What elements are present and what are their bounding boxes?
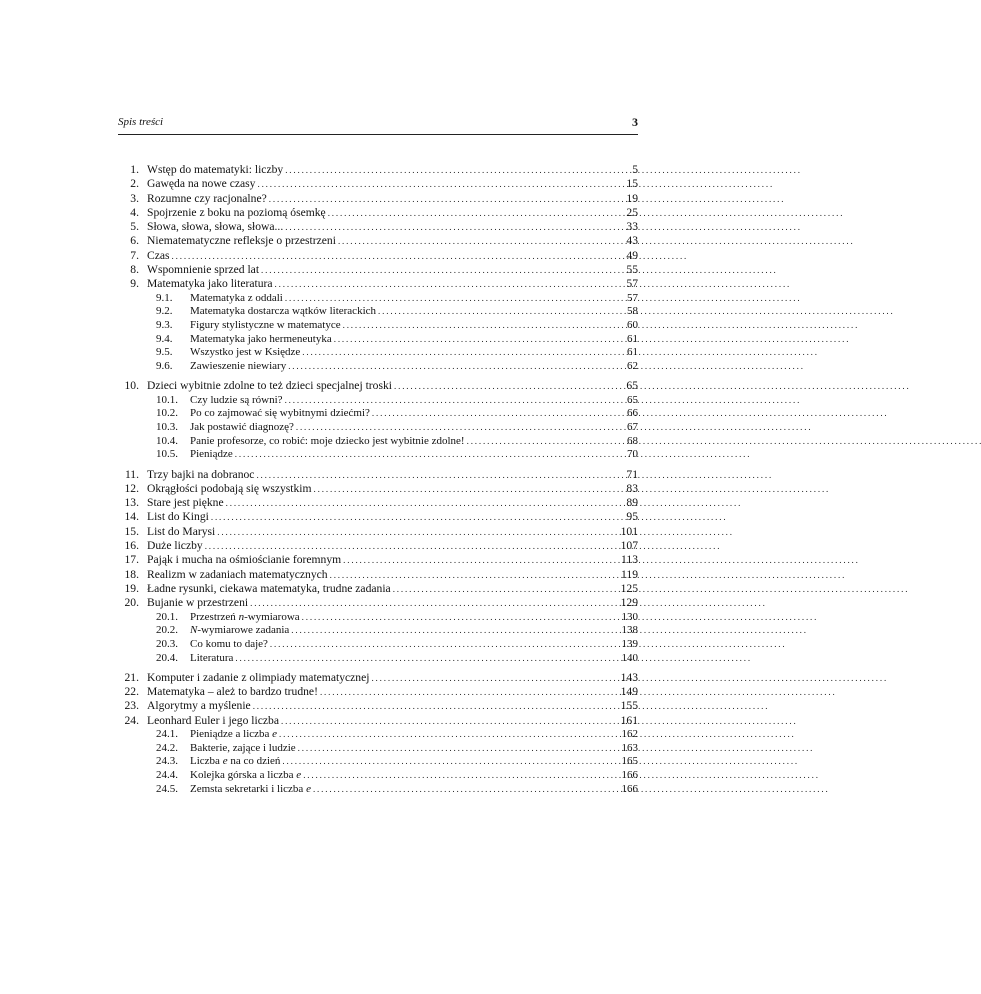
entry-number: 9.2. — [156, 305, 173, 318]
entry-page-number: 139 — [621, 637, 638, 650]
dot-leader — [275, 277, 614, 291]
toc-section-entry[interactable] — [118, 407, 638, 421]
entry-page-number: 101 — [620, 524, 638, 538]
entry-page-number: 113 — [621, 553, 638, 567]
dot-leader — [393, 582, 614, 596]
entry-page-number: 61 — [627, 332, 638, 345]
entry-number: 10.4. — [156, 434, 178, 447]
entry-page-number: 89 — [626, 496, 638, 510]
dot-leader — [343, 319, 614, 333]
entry-title: Zawieszenie niewiary — [190, 360, 287, 373]
dot-leader — [285, 394, 614, 408]
toc-chapter-entry[interactable] — [118, 714, 638, 728]
entry-title-math-symbol: e — [306, 782, 311, 795]
dot-leader — [313, 783, 614, 797]
entry-number: 18. — [124, 567, 139, 581]
dot-leader — [269, 192, 614, 206]
running-header — [118, 112, 638, 135]
document-page — [118, 112, 638, 796]
toc-chapter-entry[interactable] — [118, 671, 638, 685]
dot-leader — [298, 742, 614, 756]
entry-number: 24.3. — [156, 755, 178, 768]
dot-leader — [279, 728, 614, 742]
entry-title: Gawęda na nowe czasy — [147, 177, 256, 191]
toc-chapter-entry[interactable] — [118, 699, 638, 713]
entry-number: 12. — [124, 481, 139, 495]
entry-title: Wstęp do matematyki: liczby — [147, 163, 284, 176]
dot-leader — [303, 769, 614, 783]
toc-chapter-entry[interactable] — [118, 206, 638, 220]
toc-chapter-entry[interactable] — [118, 496, 638, 510]
dot-leader — [281, 714, 614, 728]
entry-title — [190, 624, 291, 638]
toc-chapter-entry[interactable] — [118, 582, 638, 596]
entry-page-number: 5 — [632, 163, 638, 176]
entry-page-number: 71 — [626, 467, 638, 481]
dot-leader — [291, 624, 614, 638]
entry-title: Po co zajmować się wybitnymi dziećmi? — [190, 407, 370, 420]
dot-leader — [253, 699, 614, 713]
entry-page-number: 61 — [627, 346, 638, 359]
entry-page-number: 165 — [621, 755, 638, 768]
entry-title: Matematyka jako literatura — [147, 277, 273, 291]
entry-title: Czy ludzie są równi? — [190, 393, 283, 406]
entry-page-number: 161 — [620, 713, 638, 727]
entry-title: Ładne rysunki, ciekawa matematyka, trudne zadania — [147, 581, 391, 595]
toc-chapter-entry[interactable] — [118, 192, 638, 206]
entry-page-number: 55 — [626, 263, 638, 277]
entry-title: Trzy bajki na dobranoc — [147, 467, 255, 481]
entry-title: Leonhard Euler i jego liczba — [147, 713, 279, 727]
toc-chapter-entry[interactable] — [118, 596, 638, 610]
entry-page-number: 95 — [626, 510, 638, 524]
entry-number: 21. — [124, 670, 139, 684]
toc-chapter-entry[interactable] — [118, 163, 638, 177]
dot-leader — [256, 468, 614, 482]
entry-title: List do Marysi — [147, 524, 216, 538]
entry-number: 5. — [130, 220, 139, 234]
dot-leader — [302, 346, 614, 360]
entry-number: 9.3. — [156, 319, 173, 332]
dot-leader — [285, 292, 614, 306]
toc-chapter-entry[interactable] — [118, 263, 638, 277]
toc-chapter-entry[interactable] — [118, 249, 638, 263]
toc-section-entry[interactable] — [118, 319, 638, 333]
entry-title-part: na co dzień — [227, 755, 281, 768]
entry-title: Pająk i mucha na ośmiościanie foremnym — [147, 553, 342, 567]
entry-page-number: 65 — [626, 379, 638, 393]
dot-leader — [328, 206, 614, 220]
dot-leader — [320, 685, 614, 699]
header-title: Spis treści — [118, 116, 164, 128]
entry-page-number: 67 — [627, 420, 638, 433]
dot-leader — [378, 305, 614, 319]
entry-title: Jak postawić diagnozę? — [190, 420, 294, 433]
entry-number: 10.1. — [156, 393, 178, 406]
entry-title: Czas — [147, 248, 170, 262]
entry-page-number: 49 — [626, 248, 638, 262]
entry-page-number: 19 — [626, 191, 638, 205]
entry-number: 6. — [130, 234, 139, 248]
entry-number: 11. — [124, 467, 139, 481]
entry-number: 9.1. — [156, 291, 173, 304]
entry-page-number: 119 — [621, 567, 638, 581]
entry-number: 8. — [130, 263, 139, 277]
toc-chapter-entry[interactable] — [118, 525, 638, 539]
entry-title: Matematyka dostarcza wątków literackich — [190, 305, 377, 318]
toc-chapter-entry[interactable] — [118, 277, 638, 291]
entry-number: 20.1. — [156, 610, 178, 623]
entry-title: Panie profesorze, co robić: moje dziecko jest wybitnie zdolne! — [190, 434, 465, 447]
header-page-number: 3 — [632, 115, 638, 129]
entry-title-math-symbol: e — [272, 727, 278, 740]
entry-title-part: Pieniądze a liczba — [190, 727, 273, 740]
toc-section-entry[interactable] — [118, 435, 638, 449]
dot-leader — [250, 596, 614, 610]
entry-title: Niematematyczne refleksje o przestrzeni — [147, 234, 336, 248]
entry-title: Komputer i zadanie z olimpiady matematycznej — [147, 670, 370, 684]
entry-page-number: 58 — [627, 305, 638, 318]
toc-section-entry[interactable] — [118, 360, 638, 374]
entry-page-number: 68 — [627, 434, 638, 447]
entry-number: 9.5. — [156, 346, 173, 359]
toc-chapter-entry[interactable] — [118, 553, 638, 567]
entry-number: 17. — [124, 553, 139, 567]
entry-number: 10. — [124, 379, 139, 393]
toc-chapter-entry[interactable] — [118, 568, 638, 582]
toc-section-entry[interactable] — [118, 448, 638, 462]
entry-number: 19. — [124, 581, 139, 595]
dot-leader — [343, 553, 614, 567]
entry-page-number: 15 — [626, 177, 638, 191]
entry-title-part: -wymiarowe zadania — [197, 624, 290, 637]
toc-chapter-entry[interactable] — [118, 379, 638, 393]
entry-page-number: 149 — [620, 685, 638, 699]
entry-page-number: 125 — [620, 581, 638, 595]
dot-leader — [338, 234, 614, 248]
entry-page-number: 143 — [620, 670, 638, 684]
entry-title: Wszystko jest w Księdze — [190, 346, 301, 359]
entry-page-number: 166 — [621, 782, 638, 795]
entry-number: 24.2. — [156, 741, 178, 754]
toc-section-entry[interactable] — [118, 638, 638, 652]
entry-number: 15. — [124, 524, 139, 538]
entry-title: Literatura — [190, 651, 234, 664]
entry-title-part: -wymiarowa — [244, 610, 300, 623]
toc-section-entry[interactable] — [118, 292, 638, 306]
entry-title-math-symbol: N — [190, 624, 198, 637]
entry-title — [190, 755, 282, 769]
entry-title — [190, 783, 313, 797]
entry-title: Co komu to daje? — [190, 637, 268, 650]
entry-page-number: 25 — [626, 205, 638, 219]
entry-number: 4. — [130, 205, 139, 219]
entry-number: 23. — [124, 699, 139, 713]
dot-leader — [302, 611, 614, 625]
toc-section-entry[interactable] — [118, 333, 638, 347]
dot-leader — [314, 482, 614, 496]
dot-leader — [285, 163, 614, 177]
toc-chapter-entry[interactable] — [118, 510, 638, 524]
entry-title-part: Przestrzeń — [190, 610, 239, 623]
entry-title: Słowa, słowa, słowa, słowa... — [147, 220, 284, 234]
toc-section-entry[interactable] — [118, 394, 638, 408]
toc-chapter-entry[interactable] — [118, 234, 638, 248]
toc-section-entry[interactable] — [118, 346, 638, 360]
entry-number: 1. — [130, 163, 139, 176]
entry-number: 24.4. — [156, 769, 178, 781]
entry-number: 20. — [124, 596, 139, 610]
entry-number: 22. — [124, 685, 139, 699]
entry-title-math-symbol: n — [238, 610, 245, 623]
entry-page-number: 138 — [621, 624, 638, 637]
dot-leader — [205, 539, 614, 553]
entry-number: 13. — [124, 496, 139, 510]
entry-title — [190, 611, 302, 625]
entry-title: Rozumne czy racjonalne? — [147, 191, 267, 205]
entry-title: List do Kingi — [147, 510, 209, 524]
dot-leader — [172, 249, 614, 263]
entry-number: 9.4. — [156, 332, 173, 345]
entry-page-number: 70 — [627, 448, 638, 461]
dot-leader — [226, 496, 614, 510]
entry-title — [190, 728, 279, 742]
entry-page-number: 163 — [621, 741, 638, 754]
entry-page-number: 107 — [620, 539, 638, 553]
entry-title-part: Zemsta sekretarki i liczba — [190, 782, 307, 795]
dot-leader — [282, 755, 614, 769]
entry-title: Pieniądze — [190, 448, 233, 461]
entry-number: 24.1. — [156, 727, 178, 740]
toc-section-entry[interactable] — [118, 421, 638, 435]
entry-title: Wspomnienie sprzed lat — [147, 263, 260, 277]
entry-page-number: 62 — [627, 360, 638, 373]
entry-page-number: 57 — [626, 277, 638, 291]
dot-leader — [261, 263, 614, 277]
entry-number: 24. — [124, 713, 139, 727]
dot-leader — [296, 421, 614, 435]
toc-section-entry[interactable] — [118, 728, 638, 742]
entry-page-number: 129 — [620, 596, 638, 610]
dot-leader — [330, 568, 614, 582]
entry-page-number: 43 — [626, 234, 638, 248]
entry-number: 20.3. — [156, 637, 178, 650]
entry-title: Realizm w zadaniach matematycznych — [147, 567, 328, 581]
entry-number: 10.3. — [156, 420, 178, 433]
entry-number: 10.5. — [156, 448, 178, 461]
entry-page-number: 130 — [621, 610, 638, 623]
entry-number: 9. — [130, 277, 139, 291]
entry-title: Matematyka jako hermeneutyka — [190, 332, 332, 345]
entry-page-number: 140 — [621, 651, 638, 664]
entry-title-part: Liczba — [190, 755, 223, 768]
entry-title: Matematyka – ależ to bardzo trudne! — [147, 685, 318, 699]
entry-number: 20.2. — [156, 624, 178, 637]
toc-section-entry[interactable] — [118, 783, 638, 797]
entry-number: 16. — [124, 539, 139, 553]
toc-section-entry[interactable] — [118, 624, 638, 638]
dot-leader — [394, 379, 614, 393]
entry-title-math-symbol: e — [222, 755, 228, 768]
entry-number: 24.5. — [156, 782, 178, 795]
dot-leader — [285, 220, 614, 234]
entry-number: 14. — [124, 510, 139, 524]
dot-leader — [270, 638, 614, 652]
entry-title: Algorytmy a myślenie — [147, 699, 251, 713]
entry-title: Figury stylistyczne w matematyce — [190, 319, 341, 332]
dot-leader — [235, 448, 614, 462]
entry-title: Bujanie w przestrzeni — [147, 596, 249, 610]
toc-chapter-entry[interactable] — [118, 177, 638, 191]
entry-page-number: 66 — [627, 407, 638, 420]
entry-title — [190, 769, 303, 783]
dot-leader — [217, 525, 614, 539]
entry-page-number: 65 — [627, 393, 638, 406]
entry-title: Spojrzenie z boku na poziomą ósemkę — [147, 205, 326, 219]
entry-page-number: 57 — [627, 291, 638, 304]
toc-chapter-entry[interactable] — [118, 539, 638, 553]
dot-leader — [372, 407, 614, 421]
entry-page-number: 33 — [626, 220, 638, 234]
toc-chapter-entry[interactable] — [118, 482, 638, 496]
toc-section-entry[interactable] — [118, 611, 638, 625]
toc-chapter-entry[interactable] — [118, 220, 638, 234]
dot-leader — [371, 671, 614, 685]
dot-leader — [288, 360, 614, 374]
toc-section-entry[interactable] — [118, 769, 638, 783]
dot-leader — [211, 510, 614, 524]
entry-title: Okrągłości podobają się wszystkim — [147, 481, 312, 495]
entry-title: Stare jest piękne — [147, 496, 224, 510]
entry-page-number: 155 — [620, 699, 638, 713]
entry-title: Bakterie, zające i ludzie — [190, 741, 296, 754]
dot-leader — [257, 177, 614, 191]
entry-number: 7. — [130, 248, 139, 262]
entry-number: 2. — [130, 177, 139, 191]
entry-page-number: 83 — [626, 481, 638, 495]
toc-chapter-entry[interactable] — [118, 468, 638, 482]
entry-title-math-symbol: e — [296, 769, 302, 781]
table-of-contents — [118, 163, 638, 796]
entry-page-number: 162 — [621, 727, 638, 740]
entry-number: 9.6. — [156, 360, 173, 373]
entry-number: 10.2. — [156, 407, 178, 420]
entry-number: 3. — [130, 191, 139, 205]
entry-page-number: 60 — [627, 319, 638, 332]
entry-page-number: 166 — [621, 769, 638, 781]
toc-section-entry[interactable] — [118, 755, 638, 769]
dot-leader — [235, 652, 614, 666]
entry-number: 20.4. — [156, 651, 178, 664]
toc-section-entry[interactable] — [118, 742, 638, 756]
dot-leader — [467, 435, 614, 449]
toc-section-entry[interactable] — [118, 652, 638, 666]
toc-chapter-entry[interactable] — [118, 685, 638, 699]
dot-leader — [334, 333, 614, 347]
entry-title: Duże liczby — [147, 539, 203, 553]
entry-title: Dzieci wybitnie zdolne to też dzieci specjalnej troski — [147, 379, 392, 393]
entry-title-part: Kolejka górska a liczba — [190, 769, 297, 781]
toc-section-entry[interactable] — [118, 305, 638, 319]
entry-title: Matematyka z oddali — [190, 291, 283, 304]
